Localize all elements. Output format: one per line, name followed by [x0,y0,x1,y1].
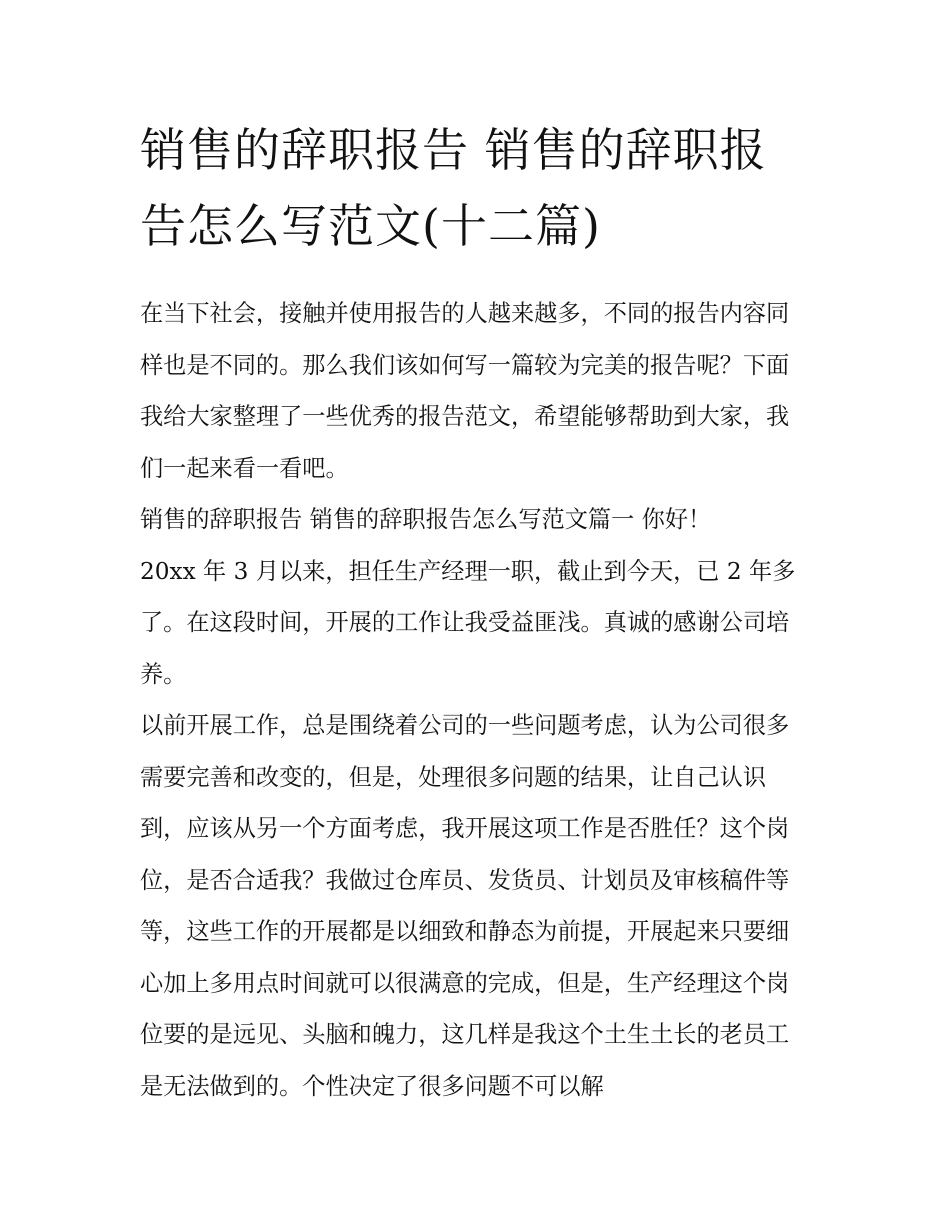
document-body [140,288,812,1112]
document-title: 销售的辞职报告 销售的辞职报告怎么写范文(十二篇) [140,123,767,253]
paragraph-section-heading: 销售的辞职报告 销售的辞职报告怎么写范文篇一 你好！ [140,506,712,533]
paragraph-reflection: 以前开展工作，总是围绕着公司的一些问题考虑，认为公司很多需要完善和改变的，但是，处理很多问题的结果，让自己认识到，应该从另一个方面考虑，我开展这项工作是否胜任？这个岗位，是否合适我？我做过仓库员、发货员、计划员及审核稿件等等，这些工作的开展都是以细致和静态为前提，开展起来只要细心加上多用点时间就可以很满意的完成，但是，生产经理这个岗位要的是远见、头脑和魄力，这几样是我这个土生土长的老员工是无法做到的。个性决定了很多问题不可以解 [140,712,790,1100]
document-page [140,112,812,1112]
paragraph-intro: 在当下社会，接触并使用报告的人越来越多，不同的报告内容同样也是不同的。那么我们该如何写一篇较为完美的报告呢？下面我给大家整理了一些优秀的报告范文，希望能够帮助到大家，我们一起来看一看吧。 [140,300,790,482]
paragraph-tenure: 20xx 年 3 月以来，担任生产经理一职，截止到今天，已 2 年多了。在这段时间，开展的工作让我受益匪浅。真诚的感谢公司培养。 [140,557,796,688]
